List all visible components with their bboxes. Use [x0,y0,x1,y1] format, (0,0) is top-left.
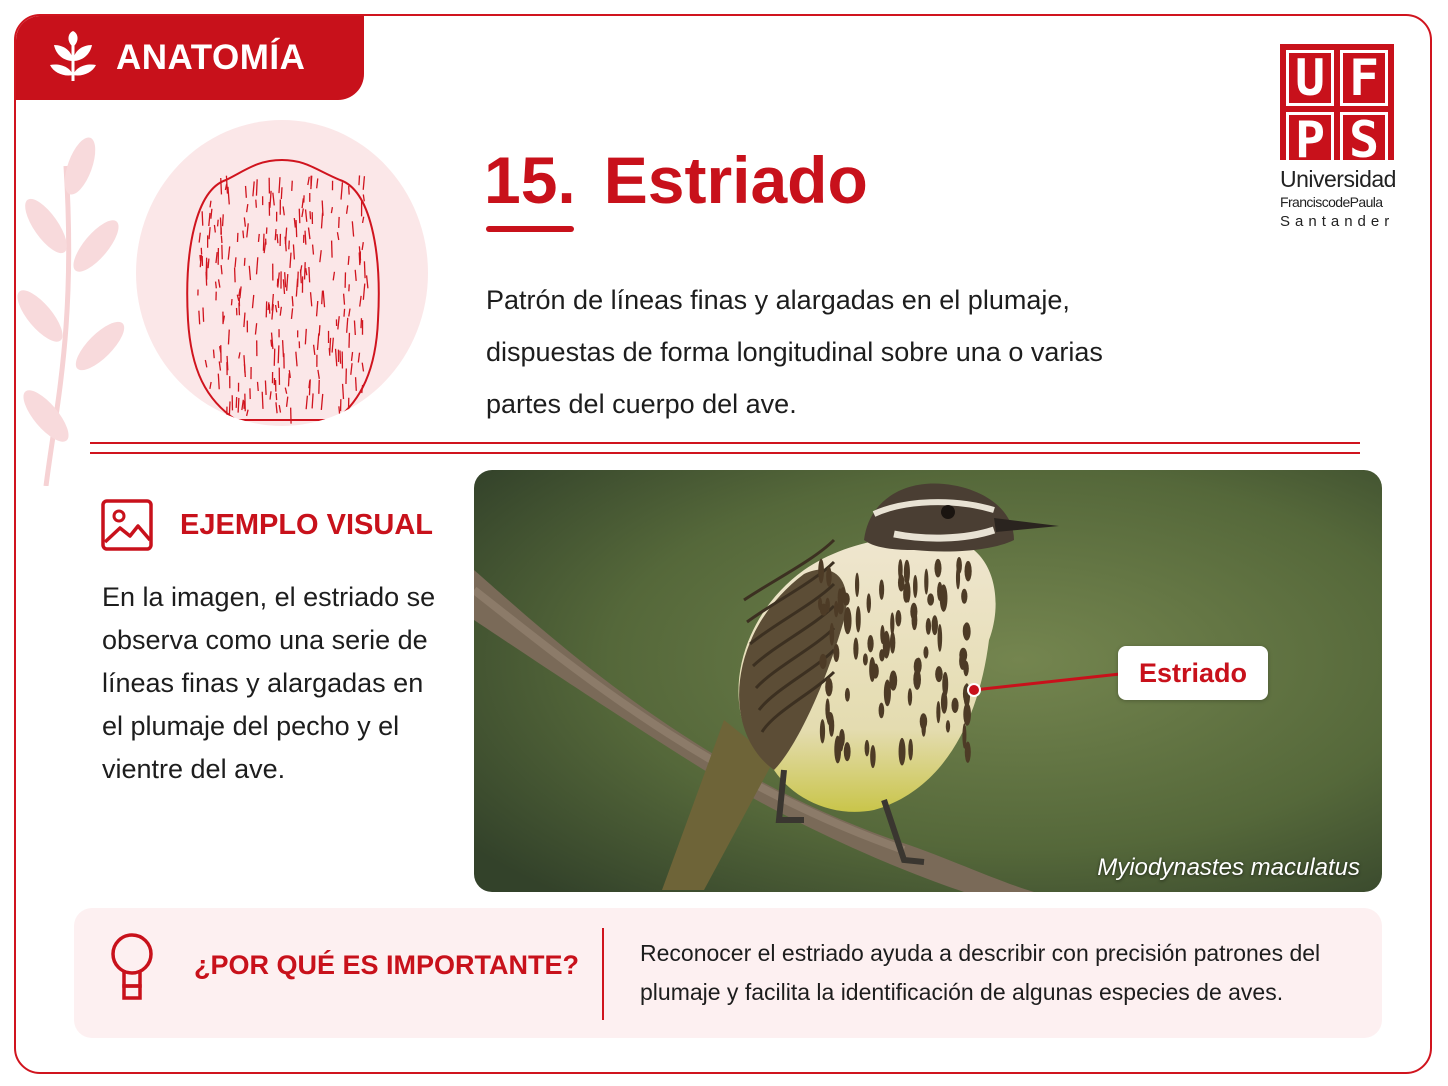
leaf-icon [46,31,100,85]
infographic-card [14,14,1432,1074]
decorative-branch [16,126,146,486]
importance-panel [74,908,1382,1038]
bird-photo [474,470,1382,892]
streaked-plumage-illustration [136,120,428,426]
image-icon [100,498,154,552]
lightbulb-icon [110,932,154,1002]
term-definition: Patrón de líneas finas y alargadas en el plumaje, dispuestas de forma longitudinal sobre una o varias partes del cuerpo del ave. [486,285,1103,419]
logo-subtitle: FranciscodePaula [1280,194,1383,210]
logo-name: Universidad [1280,166,1396,192]
university-logo [1280,44,1398,230]
importance-text: Reconocer el estriado ayuda a describir con precisión patrones del plumaje y facilita la identificación de algunas especies de aves. [640,940,1321,1005]
example-header [100,498,433,552]
importance-separator [602,928,604,1020]
category-tag [16,16,364,100]
category-label: ANATOMÍA [116,38,306,77]
divider-line [90,452,1360,454]
example-title: EJEMPLO VISUAL [180,508,433,541]
divider-line [90,442,1360,444]
species-caption: Myiodynastes maculatus [1097,854,1360,881]
logo-letter: U [1286,50,1334,106]
term-number: 15. [484,143,576,217]
term-title [484,142,868,218]
example-text: En la imagen, el estriado se observa como una serie de líneas finas y alargadas en el plumaje del pecho y el vientre del ave. [102,582,436,784]
ufps-logo-mark [1280,44,1394,169]
logo-letter: P [1286,112,1334,168]
callout-label: Estriado [1118,646,1268,700]
logo-letter: F [1340,50,1388,106]
logo-subtitle-2: Santander [1280,213,1395,230]
term-word: Estriado [603,143,868,217]
importance-title: ¿POR QUÉ ES IMPORTANTE? [194,950,580,980]
logo-letter: S [1340,112,1388,168]
